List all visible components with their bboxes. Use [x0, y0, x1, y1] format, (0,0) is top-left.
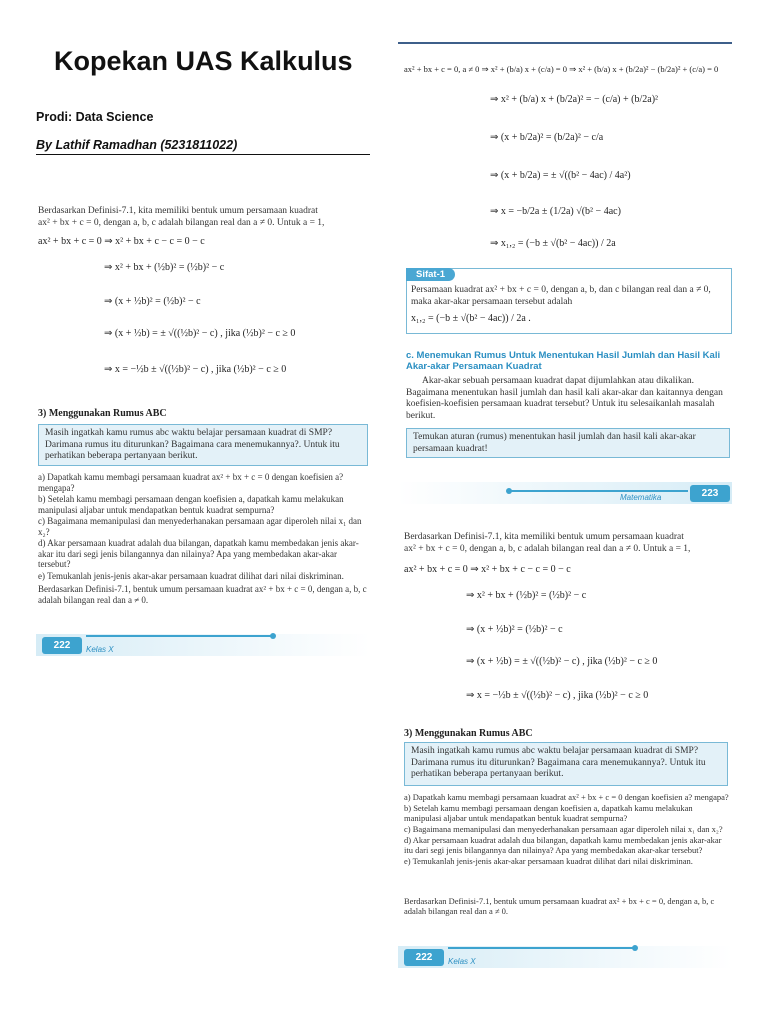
page-number-223: 223 [690, 485, 730, 502]
equation-5: ⇒ x = −½b ± √((½b)² − c) , jika (½b)² − c ≥ 0 [104, 364, 287, 375]
page-footer-223 [398, 482, 732, 508]
derivation-4: ⇒ (x + b/2a) = ± √((b² − 4ac) / 4a²) [490, 170, 631, 181]
page-footer-222 [36, 634, 370, 660]
equation-3: ⇒ (x + ½b)² = (½b)² − c [104, 296, 201, 307]
repeat-closing-text: Berdasarkan Definisi-7.1, bentuk umum persamaan kuadrat ax² + bx + c = 0, dengan a, b, c adalah bilangan real dan a ≠ 0. [404, 896, 715, 916]
equation-4: ⇒ (x + ½b) = ± √((½b)² − c) , jika (½b)² − c ≥ 0 [104, 328, 296, 339]
derivation-6: ⇒ x₁,₂ = (−b ± √(b² − 4ac)) / 2a [490, 238, 616, 249]
question-a: a) Dapatkah kamu membagi persamaan kuadrat ax² + bx + c = 0 dengan koefisien a? mengapa? [38, 472, 344, 493]
sifat-label: Sifat-1 [406, 268, 455, 281]
question-box: Masih ingatkah kamu rumus abc waktu belajar persamaan kuadrat di SMP? Darimana rumus itu diturunkan? Bagaimana cara menemukannya?. Untuk itu perhatikan beberapa pertanyaan berikut. [38, 424, 368, 466]
header-divider [36, 154, 370, 155]
intro-line-2: ax² + bx + c = 0, dengan a, b, c adalah bilangan real dan a ≠ 0. Untuk a = 1, [38, 218, 325, 228]
closing-text: Berdasarkan Definisi-7.1, bentuk umum persamaan kuadrat ax² + bx + c = 0, dengan a, b, c adalah bilangan real dan a ≠ 0. [38, 584, 367, 605]
question-list [38, 472, 368, 582]
section-c-heading: c. Menemukan Rumus Untuk Menentukan Hasil Jumlah dan Hasil Kali Akar-akar Persamaan Kuadrat [406, 350, 721, 372]
page-footer-222-repeat [398, 946, 732, 972]
page-223-scan [398, 42, 732, 512]
question-d: d) Akar persamaan kuadrat adalah dua bilangan, dapatkah kamu membedakan jenis akar-akar itu dari segi jenis bilangannya dan nilainya? Apa yang membedakan akar-akar tersebut? [38, 538, 359, 569]
repeat-intro-line-1: Berdasarkan Definisi-7.1, kita memiliki bentuk umum persamaan kuadrat [404, 532, 684, 542]
repeat-page-number: 222 [404, 949, 444, 966]
derivation-5: ⇒ x = −b/2a ± (1/2a) √(b² − 4ac) [490, 206, 621, 217]
equation-1: ax² + bx + c = 0 ⇒ x² + bx + c − c = 0 − c [38, 236, 205, 247]
repeat-question-a: a) Dapatkah kamu membagi persamaan kuadrat ax² + bx + c = 0 dengan koefisien a? mengapa? [404, 792, 729, 802]
question-c: c) Bagaimana memanipulasi dan menyederhanakan persamaan agar diperoleh nilai x₁ dan x₂? [38, 516, 362, 537]
equation-2: ⇒ x² + bx + (½b)² = (½b)² − c [104, 262, 225, 273]
repeat-intro-line-2: ax² + bx + c = 0, dengan a, b, c adalah bilangan real dan a ≠ 0. Untuk a = 1, [404, 544, 691, 554]
page-number-222: 222 [42, 637, 82, 654]
question-b: b) Setelah kamu membagi persamaan dengan koefisien a, dapatkah kamu melakukan manipulasi aljabar untuk mendapatkan bentuk kuadrat sempurna? [38, 494, 344, 515]
question-e: e) Temukanlah jenis-jenis akar-akar persamaan kuadrat dilihat dari nilai diskriminan. [38, 570, 344, 581]
repeat-equation-5: ⇒ x = −½b ± √((½b)² − c) , jika (½b)² − c ≥ 0 [466, 690, 649, 701]
task-box: Temukan aturan (rumus) menentukan hasil jumlah dan hasil kali akar-akar persamaan kuadrat! [406, 428, 730, 458]
sifat-formula: x₁,₂ = (−b ± √(b² − 4ac)) / 2a . [411, 313, 531, 324]
repeat-equation-1: ax² + bx + c = 0 ⇒ x² + bx + c − c = 0 − c [404, 564, 571, 575]
repeat-equation-2: ⇒ x² + bx + (½b)² = (½b)² − c [466, 590, 587, 601]
sifat-box [406, 268, 732, 334]
intro-line-1: Berdasarkan Definisi-7.1, kita memiliki bentuk umum persamaan kuadrat [38, 206, 318, 216]
class-label-223: Matematika [620, 493, 662, 502]
repeat-question-e: e) Temukanlah jenis-jenis akar-akar persamaan kuadrat dilihat dari nilai diskriminan. [404, 856, 693, 866]
page-222-scan [36, 198, 370, 668]
repeat-question-d: d) Akar persamaan kuadrat adalah dua bilangan, dapatkah kamu membedakan jenis akar-akar itu dari segi jenis bilangannya dan nilainya? Apa yang membedakan akar-akar tersebut? [404, 835, 722, 855]
repeat-class-label: Kelas X [448, 957, 476, 966]
document-title: Kopekan UAS Kalkulus [54, 46, 353, 76]
repeat-equation-4: ⇒ (x + ½b) = ± √((½b)² − c) , jika (½b)² − c ≥ 0 [466, 656, 658, 667]
repeat-question-b: b) Setelah kamu membagi persamaan dengan koefisien a, dapatkah kamu melakukan manipulasi aljabar untuk mendapatkan bentuk kuadrat sempurna? [404, 803, 693, 823]
repeat-question-box: Masih ingatkah kamu rumus abc waktu belajar persamaan kuadrat di SMP? Darimana rumus itu diturunkan? Bagaimana cara menemukannya?. Untuk itu perhatikan beberapa pertanyaan berikut. [404, 742, 728, 786]
repeat-section-heading: 3) Menggunakan Rumus ABC [404, 728, 533, 739]
derivation-3: ⇒ (x + b/2a)² = (b/2a)² − c/a [490, 132, 604, 143]
repeat-question-list [404, 792, 730, 867]
page-222-scan-repeat [398, 530, 732, 980]
repeat-equation-3: ⇒ (x + ½b)² = (½b)² − c [466, 624, 563, 635]
prodi-label: Prodi: Data Science [36, 110, 154, 124]
sifat-text: Persamaan kuadrat ax² + bx + c = 0, dengan a, b, dan c bilangan real dan a ≠ 0, maka akar-akar persamaan tersebut adalah [411, 285, 711, 307]
repeat-question-c: c) Bagaimana memanipulasi dan menyederhanakan persamaan agar diperoleh nilai x₁ dan x₂? [404, 824, 723, 834]
derivation-2: ⇒ x² + (b/a) x + (b/2a)² = − (c/a) + (b/2a)² [490, 94, 659, 105]
derivation-1: ax² + bx + c = 0, a ≠ 0 ⇒ x² + (b/a) x + (c/a) = 0 ⇒ x² + (b/a) x + (b/2a)² − (b/2a)² + (c/a) = 0 [404, 64, 719, 74]
class-label-222: Kelas X [86, 645, 114, 654]
section-heading-rumus-abc: 3) Menggunakan Rumus ABC [38, 408, 167, 419]
section-c-paragraph: Akar-akar sebuah persamaan kuadrat dapat dijumlahkan atau dikalikan. Bagaimana menentukan hasil jumlah dan hasil kali akar-akar dan kaitannya dengan koefisien-koefisien persamaan kuadrat tersebut? Untuk itu selesaikanlah masalah berikut. [406, 376, 723, 421]
author-label: By Lathif Ramadhan (5231811022) [36, 138, 238, 152]
